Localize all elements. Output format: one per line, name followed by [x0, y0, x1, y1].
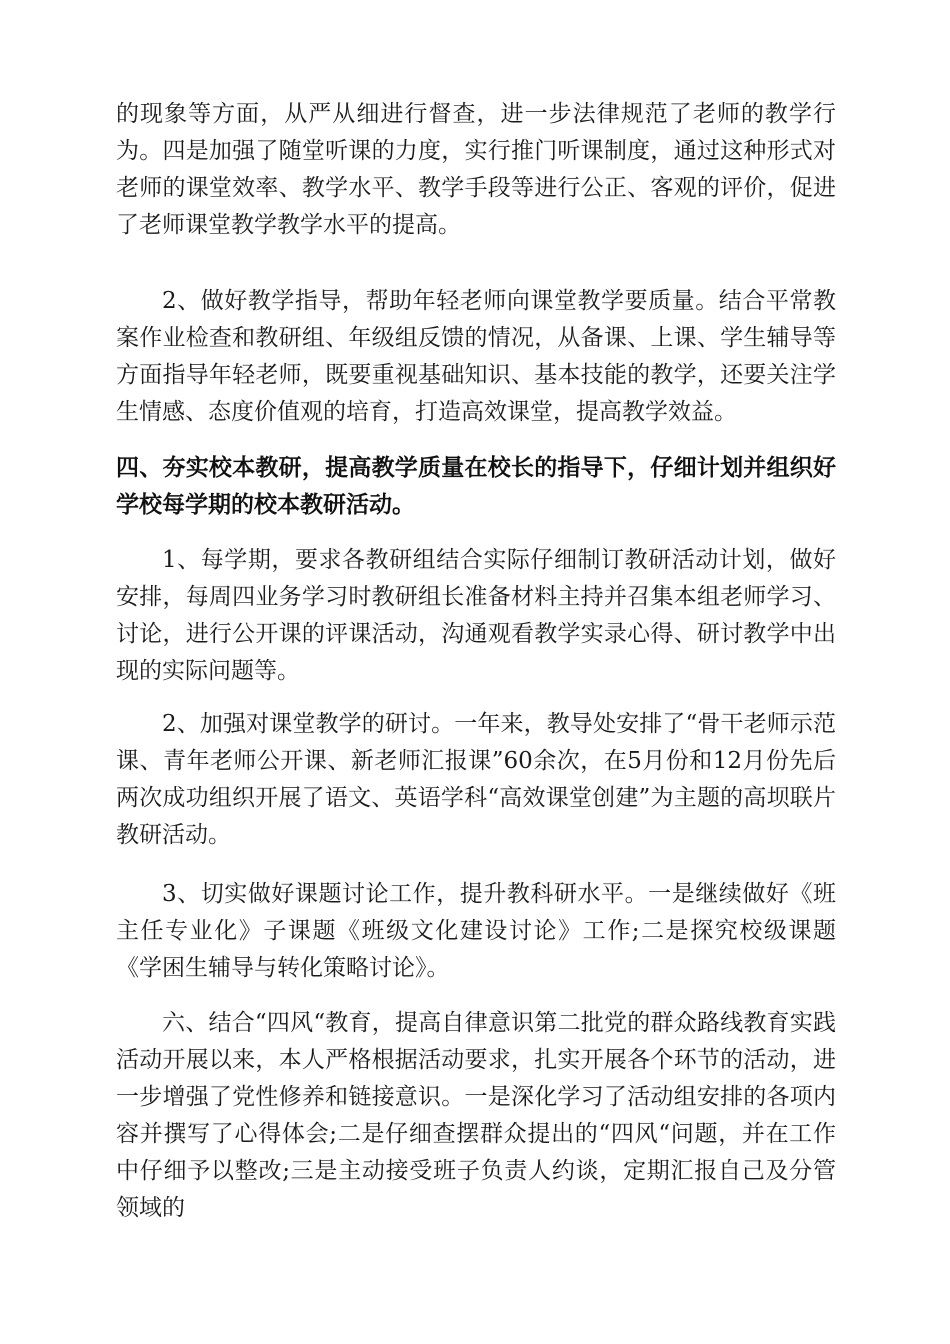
- paragraph-classroom-research: 2、加强对课堂教学的研讨。一年来，教导处安排了“骨干老师示范课、青年老师公开课、新老师汇报课”60余次，在5月份和12月份先后两次成功组织开展了语文、英语学科“高效课堂创建”为主题的高坝联片教研活动。: [116, 711, 836, 848]
- paragraph-supervision-continued: 的现象等方面，从严从细进行督查，进一步法律规范了老师的教学行为。四是加强了随堂听课的力度，实行推门听课制度，通过这种形式对老师的课堂效率、教学水平、教学手段等进行公正、客观的评价，促进了老师课堂教学教学水平的提高。: [116, 101, 836, 238]
- section-heading-school-research: 四、夯实校本教研，提高教学质量在校长的指导下，仔细计划并组织好学校每学期的校本教研活动。: [116, 455, 836, 518]
- paragraph-research-plan: 1、每学期，要求各教研组结合实际仔细制订教研活动计划，做好安排，每周四业务学习时教研组长准备材料主持并召集本组老师学习、讨论，进行公开课的评课活动，沟通观看教学实录心得、研讨教学中出现的实际问题等。: [116, 547, 836, 684]
- paragraph-topic-research: 3、切实做好课题讨论工作，提升教科研水平。一是继续做好《班主任专业化》子课题《班级文化建设讨论》工作;二是探究校级课题《学困生辅导与转化策略讨论》。: [116, 881, 836, 981]
- paragraph-four-winds-education: 六、结合“四风“教育，提高自律意识第二批党的群众路线教育实践活动开展以来，本人严格根据活动要求，扎实开展各个环节的活动，进一步增强了党性修养和链接意识。一是深化学习了活动组安排的各项内容并撰写了心得体会;二是仔细查摆群众提出的“四风“问题，并在工作中仔细予以整改;三是主动接受班子负责人约谈，定期汇报自己及分管领域的: [116, 1010, 836, 1221]
- paragraph-teaching-guidance: 2、做好教学指导，帮助年轻老师向课堂教学要质量。结合平常教案作业检查和教研组、年级组反馈的情况，从备课、上课、学生辅导等方面指导年轻老师，既要重视基础知识、基本技能的教学，还要关注学生情感、态度价值观的培育，打造高效课堂，提高教学效益。: [116, 288, 836, 425]
